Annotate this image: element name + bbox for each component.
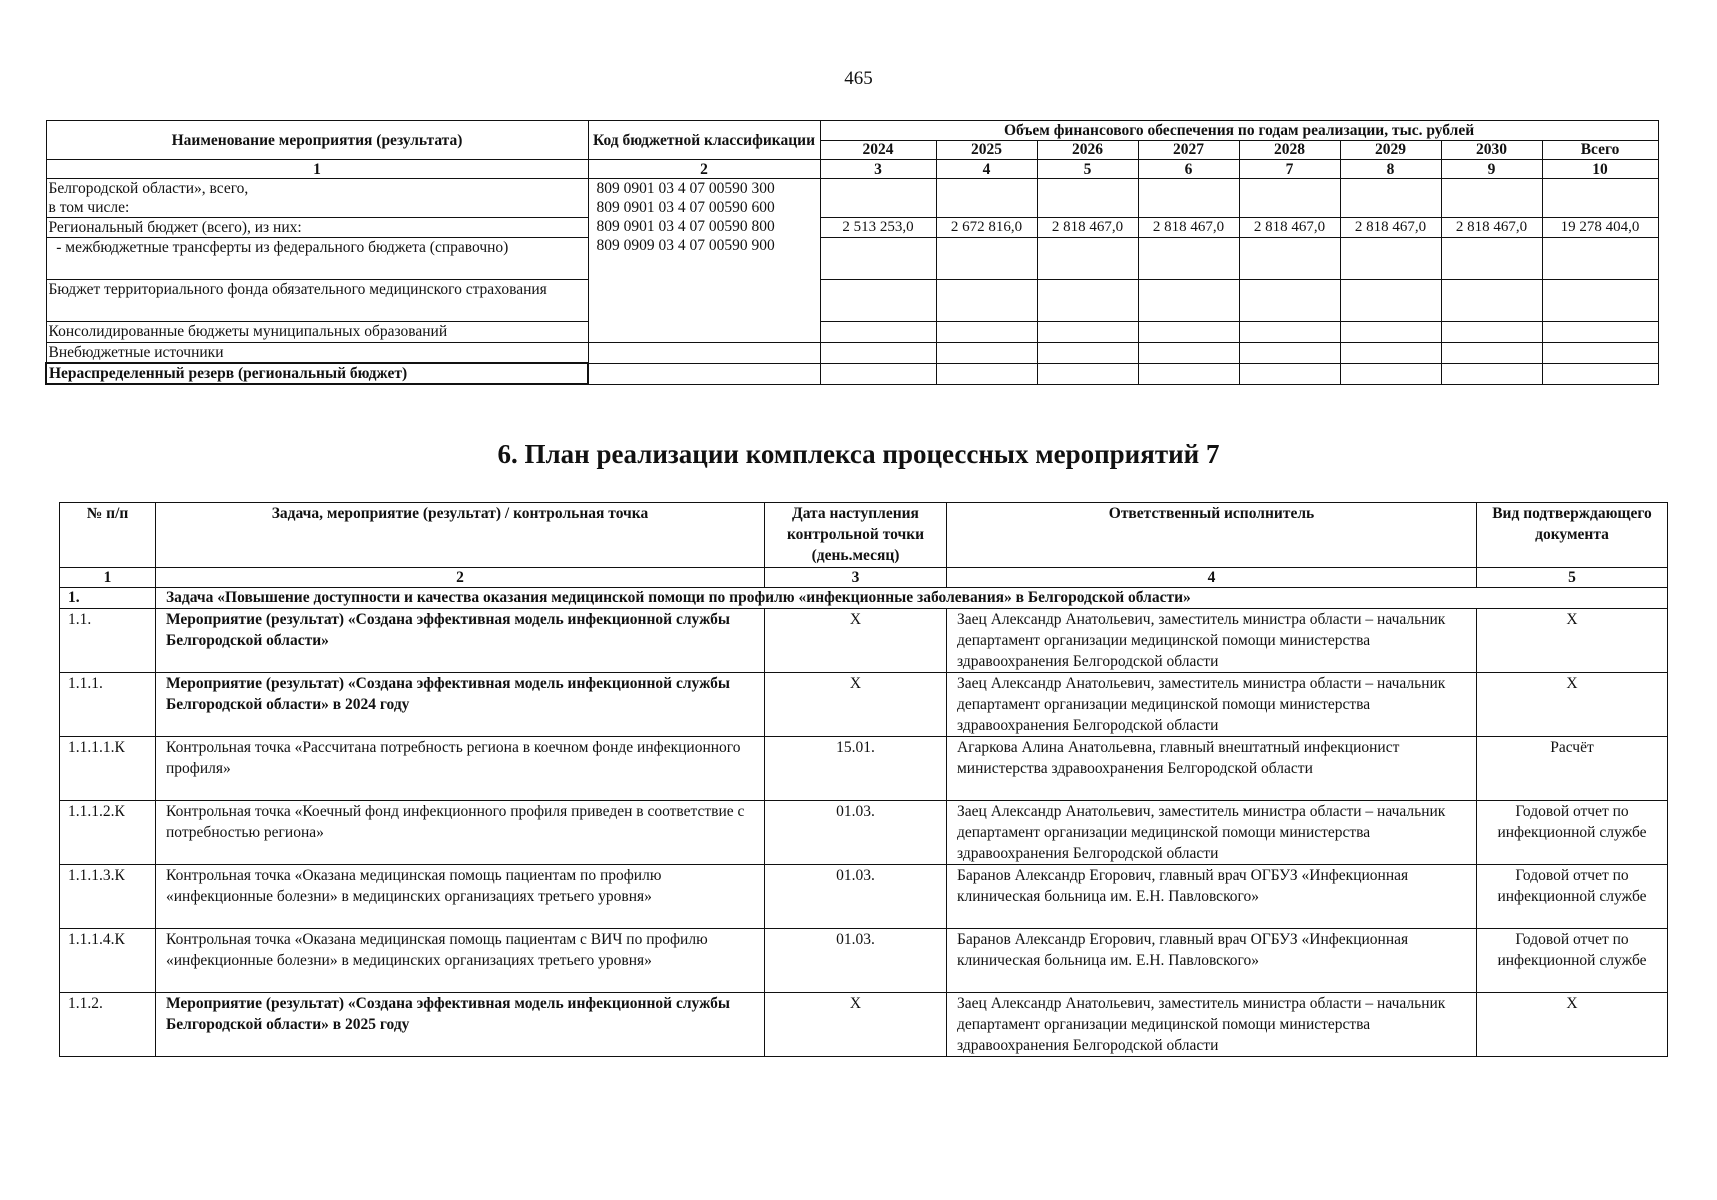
kbk-code: 809 0901 03 4 07 00590 600 [596,199,775,216]
kbk-code: 809 0901 03 4 07 00590 800 [596,218,775,235]
row-document: X [1477,673,1668,737]
col-header-kbk: Код бюджетной классификации [588,121,820,160]
col-header-task: Задача, мероприятие (результат) / контрольная точка [156,503,765,568]
row-number: 1.1. [60,609,156,673]
row-executor: Заец Александр Анатольевич, заместитель министра области – начальник департамент организации медицинской помощи министерства здравоохранения Белгородской области [947,801,1477,865]
row-executor: Агаркова Алина Анатольевна, главный внештатный инфекционист министерства здравоохранения Белгородской области [947,737,1477,801]
row-date: X [765,993,947,1057]
row-date: 01.03. [765,801,947,865]
row-task: Контрольная точка «Оказана медицинская помощь пациентам по профилю «инфекционные болезни» в медицинских организациях третьего уровня» [156,865,765,929]
col-header-doc: Вид подтверждающего документа [1477,503,1668,568]
col-number: 10 [1542,160,1658,179]
plan-row [60,929,1668,993]
total-header: Всего [1542,141,1658,160]
col-header-num: № п/п [60,503,156,568]
finance-row-name-line: Белгородской области», всего, [48,180,249,197]
col-number: 3 [765,568,947,588]
row-number: 1.1.1. [60,673,156,737]
finance-row-name [46,179,588,218]
col-number: 5 [1477,568,1668,588]
row-task: Мероприятие (результат) «Создана эффективная модель инфекционной службы Белгородской области» в 2024 году [156,673,765,737]
kbk-code: 809 0909 03 4 07 00590 900 [596,237,775,254]
value-cell: 2 818 467,0 [1441,218,1542,238]
row-date: 15.01. [765,737,947,801]
kbk-codes-cell [588,179,820,343]
col-number: 4 [936,160,1037,179]
row-document: Годовой отчет по инфекционной службе [1477,865,1668,929]
plan-row [60,673,1668,737]
value-cell: 2 672 816,0 [936,218,1037,238]
finance-table [45,120,1659,385]
row-task: Контрольная точка «Коечный фонд инфекционного профиля приведен в соответствие с потребностью региона» [156,801,765,865]
finance-row-name: Региональный бюджет (всего), из них: [46,218,588,238]
row-executor: Баранов Александр Егорович, главный врач ОГБУЗ «Инфекционная клиническая больница им. Е.Н. Павловского» [947,929,1477,993]
row-task: Мероприятие (результат) «Создана эффективная модель инфекционной службы Белгородской области» [156,609,765,673]
row-executor: Заец Александр Анатольевич, заместитель министра области – начальник департамент организации медицинской помощи министерства здравоохранения Белгородской области [947,993,1477,1057]
kbk-code: 809 0901 03 4 07 00590 300 [596,180,775,197]
col-header-executor: Ответственный исполнитель [947,503,1477,568]
col-number: 5 [1037,160,1138,179]
year-header: 2030 [1441,141,1542,160]
total-cell: 19 278 404,0 [1542,218,1658,238]
finance-row-name: - межбюджетные трансферты из федерального бюджета (справочно) [46,238,588,280]
plan-table [59,502,1668,1057]
row-task: Контрольная точка «Рассчитана потребность региона в коечном фонде инфекционного профиля» [156,737,765,801]
row-executor: Заец Александр Анатольевич, заместитель министра области – начальник департамент организации медицинской помощи министерства здравоохранения Белгородской области [947,609,1477,673]
col-header-date: Дата наступления контрольной точки (день.месяц) [765,503,947,568]
col-number: 6 [1138,160,1239,179]
row-executor: Заец Александр Анатольевич, заместитель министра области – начальник департамент организации медицинской помощи министерства здравоохранения Белгородской области [947,673,1477,737]
finance-row-name: Нераспределенный резерв (региональный бюджет) [46,363,588,384]
row-number: 1.1.1.2.К [60,801,156,865]
col-number: 3 [820,160,936,179]
year-header: 2027 [1138,141,1239,160]
col-number: 1 [60,568,156,588]
col-number: 9 [1441,160,1542,179]
row-date: 01.03. [765,929,947,993]
year-header: 2025 [936,141,1037,160]
year-header: 2024 [820,141,936,160]
row-document: X [1477,609,1668,673]
col-header-volume: Объем финансового обеспечения по годам реализации, тыс. рублей [820,121,1658,141]
section-title: 6. План реализации комплекса процессных мероприятий 7 [497,439,1220,469]
row-date: X [765,673,947,737]
col-number: 2 [156,568,765,588]
finance-row-name: Внебюджетные источники [46,343,588,364]
value-cell: 2 818 467,0 [1037,218,1138,238]
page-number: 465 [844,68,873,89]
col-number: 8 [1340,160,1441,179]
row-document: Годовой отчет по инфекционной службе [1477,929,1668,993]
row-number: 1.1.1.1.К [60,737,156,801]
col-number: 4 [947,568,1477,588]
row-document: X [1477,993,1668,1057]
year-header: 2026 [1037,141,1138,160]
col-number: 2 [588,160,820,179]
row-executor: Баранов Александр Егорович, главный врач ОГБУЗ «Инфекционная клиническая больница им. Е.Н. Павловского» [947,865,1477,929]
col-number: 7 [1239,160,1340,179]
finance-row-name: Консолидированные бюджеты муниципальных образований [46,322,588,343]
value-cell: 2 818 467,0 [1239,218,1340,238]
row-date: 01.03. [765,865,947,929]
finance-row-name-line: в том числе: [48,199,130,216]
task-number: 1. [60,588,156,609]
row-date: X [765,609,947,673]
plan-row [60,609,1668,673]
row-number: 1.1.1.3.К [60,865,156,929]
plan-row [60,801,1668,865]
finance-row-name: Бюджет территориального фонда обязательного медицинского страхования [46,280,588,322]
year-header: 2029 [1340,141,1441,160]
row-number: 1.1.2. [60,993,156,1057]
value-cell: 2 513 253,0 [820,218,936,238]
row-task: Мероприятие (результат) «Создана эффективная модель инфекционной службы Белгородской области» в 2025 году [156,993,765,1057]
plan-row [60,737,1668,801]
col-header-name: Наименование мероприятия (результата) [46,121,588,160]
col-number: 1 [46,160,588,179]
year-header: 2028 [1239,141,1340,160]
plan-row [60,993,1668,1057]
task-text: Задача «Повышение доступности и качества оказания медицинской помощи по профилю «инфекционные заболевания» в Белгородской области» [156,588,1668,609]
row-document: Расчёт [1477,737,1668,801]
row-document: Годовой отчет по инфекционной службе [1477,801,1668,865]
plan-row [60,865,1668,929]
row-number: 1.1.1.4.К [60,929,156,993]
value-cell: 2 818 467,0 [1340,218,1441,238]
value-cell: 2 818 467,0 [1138,218,1239,238]
row-task: Контрольная точка «Оказана медицинская помощь пациентам с ВИЧ по профилю «инфекционные болезни» в медицинских организациях третьего уровня» [156,929,765,993]
